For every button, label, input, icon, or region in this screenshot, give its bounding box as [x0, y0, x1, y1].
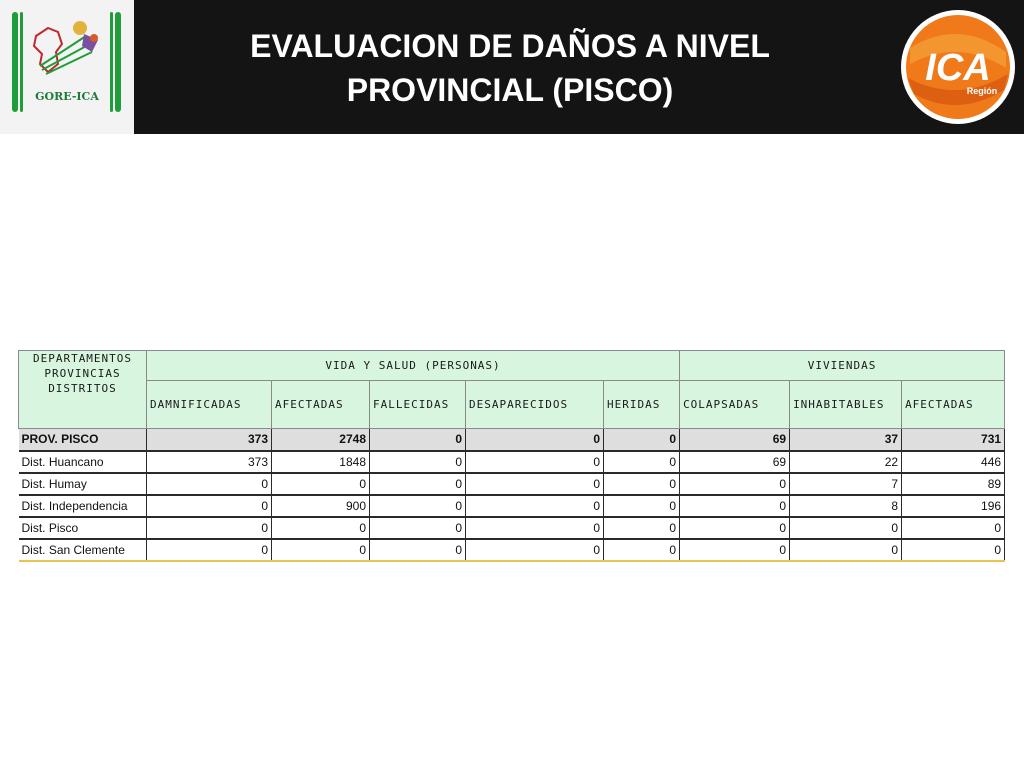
- ica-region-logo: [898, 8, 1018, 126]
- cell-value: 0: [147, 517, 272, 539]
- cell-value: 1848: [272, 451, 370, 473]
- title-line-2: PROVINCIAL (PISCO): [346, 72, 674, 108]
- cell-value: 0: [370, 539, 466, 561]
- cell-value: 0: [370, 517, 466, 539]
- cell-value: 0: [790, 517, 902, 539]
- cell-value: 22: [790, 451, 902, 473]
- row-label: Dist. Pisco: [19, 517, 147, 539]
- corner-header: DEPARTAMENTOS PROVINCIAS DISTRITOS: [19, 351, 147, 429]
- logo-caption: GORE-ICA: [35, 90, 99, 103]
- cell-value: 7: [790, 473, 902, 495]
- cell-value: 0: [147, 495, 272, 517]
- row-label: Dist. Humay: [19, 473, 147, 495]
- header-row-groups: [19, 351, 1005, 381]
- cell-value: 0: [604, 495, 680, 517]
- cell-value: 0: [680, 495, 790, 517]
- cell-value: 373: [147, 451, 272, 473]
- table-row: [19, 539, 1005, 561]
- col-header: HERIDAS: [604, 381, 680, 429]
- cell-value: 731: [902, 429, 1005, 451]
- cell-value: 0: [370, 451, 466, 473]
- cell-value: 69: [680, 451, 790, 473]
- table-row: [19, 495, 1005, 517]
- row-label: Dist. Independencia: [19, 495, 147, 517]
- page-title: [150, 24, 870, 112]
- cell-value: 0: [604, 451, 680, 473]
- table-row: [19, 473, 1005, 495]
- cell-value: 373: [147, 429, 272, 451]
- cell-value: 0: [272, 517, 370, 539]
- cell-value: 446: [902, 451, 1005, 473]
- cell-value: 0: [790, 539, 902, 561]
- title-line-1: EVALUACION DE DAÑOS A NIVEL: [250, 28, 770, 64]
- cell-value: 8: [790, 495, 902, 517]
- cell-value: 0: [272, 539, 370, 561]
- table-row: [19, 429, 1005, 451]
- header-band: [0, 0, 1024, 134]
- cell-value: 900: [272, 495, 370, 517]
- cell-value: 0: [604, 517, 680, 539]
- col-header: DESAPARECIDOS: [466, 381, 604, 429]
- cell-value: 0: [680, 517, 790, 539]
- cell-value: 0: [466, 495, 604, 517]
- col-header: FALLECIDAS: [370, 381, 466, 429]
- cell-value: 0: [680, 473, 790, 495]
- header-row-columns: [19, 381, 1005, 429]
- group-header-vida: VIDA Y SALUD (PERSONAS): [147, 351, 680, 381]
- col-header: COLAPSADAS: [680, 381, 790, 429]
- cell-value: 0: [604, 473, 680, 495]
- gore-ica-logo: [0, 0, 134, 134]
- col-header: AFECTADAS: [902, 381, 1005, 429]
- cell-value: 2748: [272, 429, 370, 451]
- table-body: [19, 429, 1005, 561]
- col-header: INHABITABLES: [790, 381, 902, 429]
- region-map-icon: [28, 14, 106, 86]
- cell-value: 0: [902, 517, 1005, 539]
- ica-logo-text: ICA: [925, 47, 991, 89]
- table-row: [19, 451, 1005, 473]
- cell-value: 0: [147, 539, 272, 561]
- col-header: DAMNIFICADAS: [147, 381, 272, 429]
- cell-value: 0: [604, 539, 680, 561]
- cell-value: 89: [902, 473, 1005, 495]
- row-label: Dist. San Clemente: [19, 539, 147, 561]
- cell-value: 0: [272, 473, 370, 495]
- group-header-viviendas: VIVIENDAS: [680, 351, 1005, 381]
- col-header: AFECTADAS: [272, 381, 370, 429]
- cell-value: 0: [466, 517, 604, 539]
- table-row: [19, 517, 1005, 539]
- damage-table: [18, 350, 1005, 562]
- ica-logo-subtext: Región: [966, 86, 998, 96]
- cell-value: 0: [466, 451, 604, 473]
- cell-value: 196: [902, 495, 1005, 517]
- cell-value: 0: [680, 539, 790, 561]
- row-label: PROV. PISCO: [19, 429, 147, 451]
- cell-value: 0: [147, 473, 272, 495]
- cell-value: 0: [370, 473, 466, 495]
- cell-value: 0: [466, 473, 604, 495]
- cell-value: 0: [370, 495, 466, 517]
- cell-value: 0: [370, 429, 466, 451]
- cell-value: 0: [604, 429, 680, 451]
- row-label: Dist. Huancano: [19, 451, 147, 473]
- cell-value: 0: [466, 429, 604, 451]
- cell-value: 0: [902, 539, 1005, 561]
- cell-value: 0: [466, 539, 604, 561]
- cell-value: 69: [680, 429, 790, 451]
- cell-value: 37: [790, 429, 902, 451]
